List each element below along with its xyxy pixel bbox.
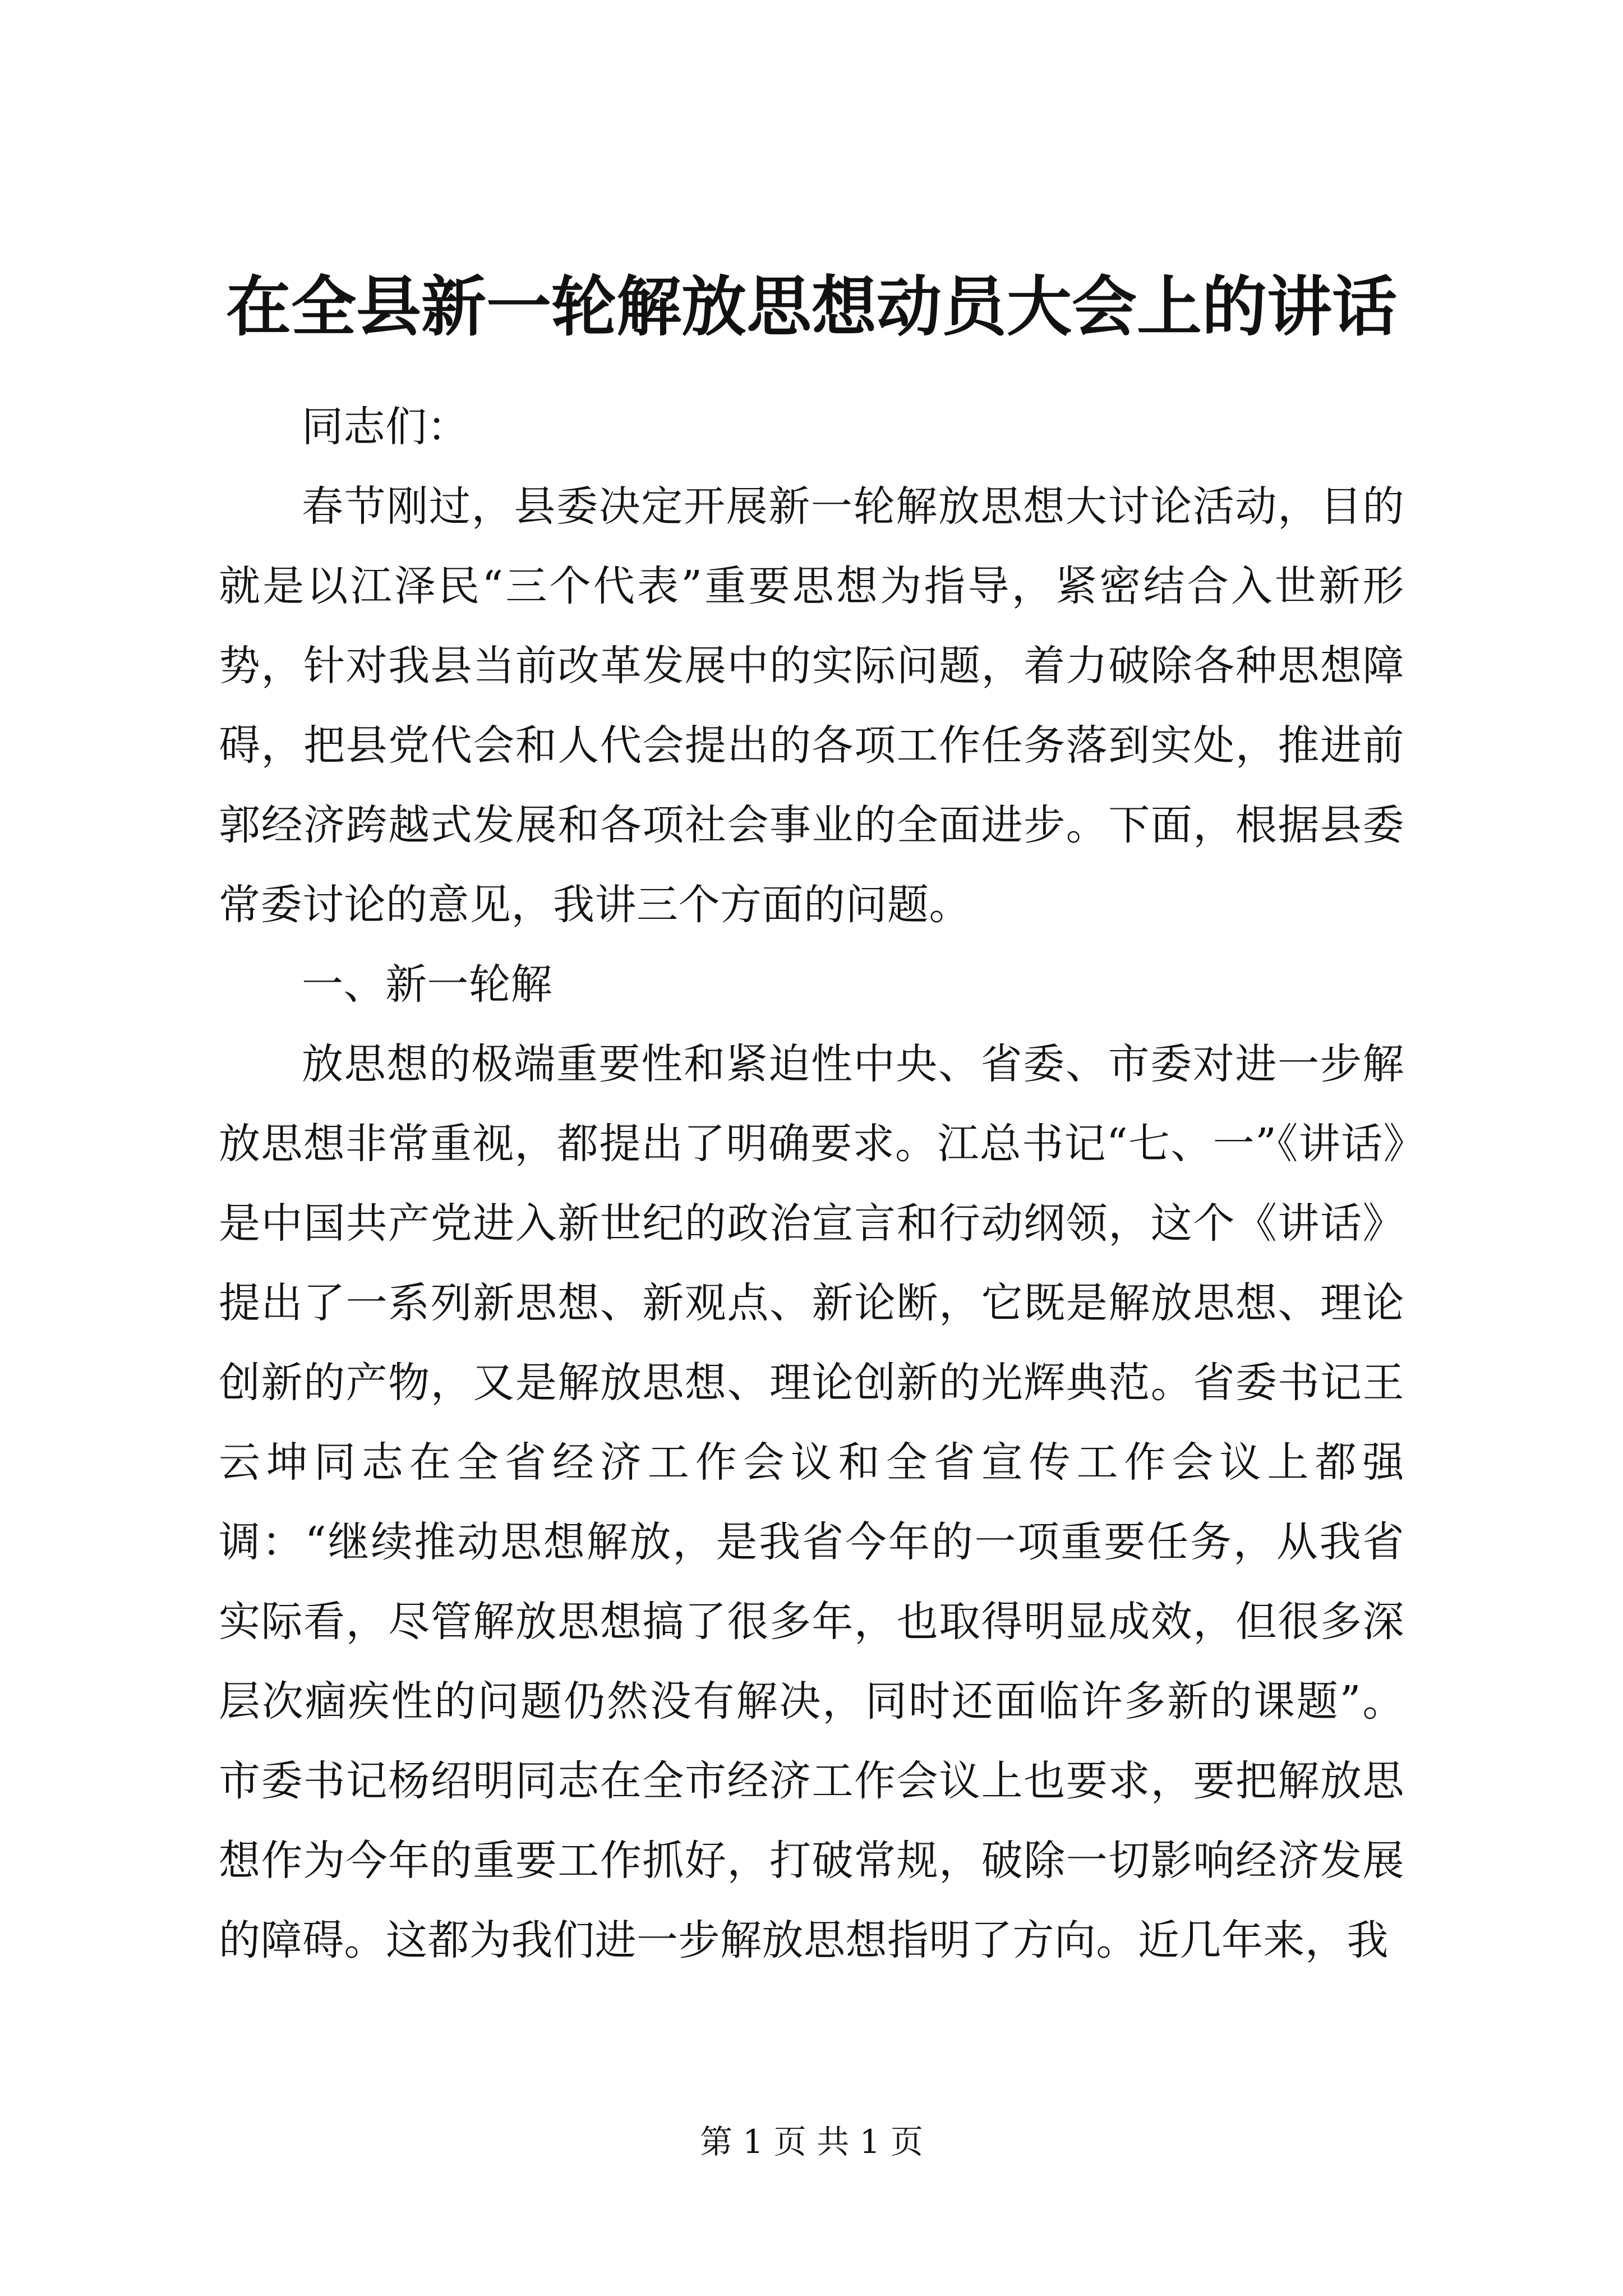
document-body [219, 387, 1404, 1980]
salutation-paragraph: 同志们： [302, 403, 469, 451]
section-heading-paragraph: 一、新一轮解 [302, 960, 552, 1009]
section-body-paragraph: 放思想的极端重要性和紧迫性中央、省委、市委对进一步解放思想非常重视，都提出了明确要求。江总书记“七、一”《讲话》是中国共产党进入新世纪的政治宣言和行动纲领，这个《讲话》提出了一系列新思想、新观点、新论断，它既是解放思想、理论创新的产物，又是解放思想、理论创新的光辉典范。省委书记王云坤同志在全省经济工作会议和全省宣传工作会议上都强调：“继续推动思想解放，是我省今年的一项重要任务，从我省实际看，尽管解放思想搞了很多年，也取得明显成效，但很多深层次痼疾性的问题仍然没有解决，同时还面临许多新的课题”。市委书记杨绍明同志在全市经济工作会议上也要求，要把解放思想作为今年的重要工作抓好，打破常规，破除一切影响经济发展的障碍。这都为我们进一步解放思想指明了方向。近几年来，我 [219, 1040, 1404, 1964]
document-title: 在全县新一轮解放思想动员大会上的讲话 [226, 269, 1397, 345]
intro-paragraph: 春节刚过，县委决定开展新一轮解放思想大讨论活动，目的就是以江泽民“三个代表”重要思想为指导，紧密结合入世新形势，针对我县当前改革发展中的实际问题，着力破除各种思想障碍，把县党代会和人代会提出的各项工作任务落到实处，推进前郭经济跨越式发展和各项社会事业的全面进步。下面，根据县委常委讨论的意见，我讲三个方面的问题。 [219, 482, 1404, 929]
page-footer: 第 1 页 共 1 页 [700, 2123, 923, 2161]
